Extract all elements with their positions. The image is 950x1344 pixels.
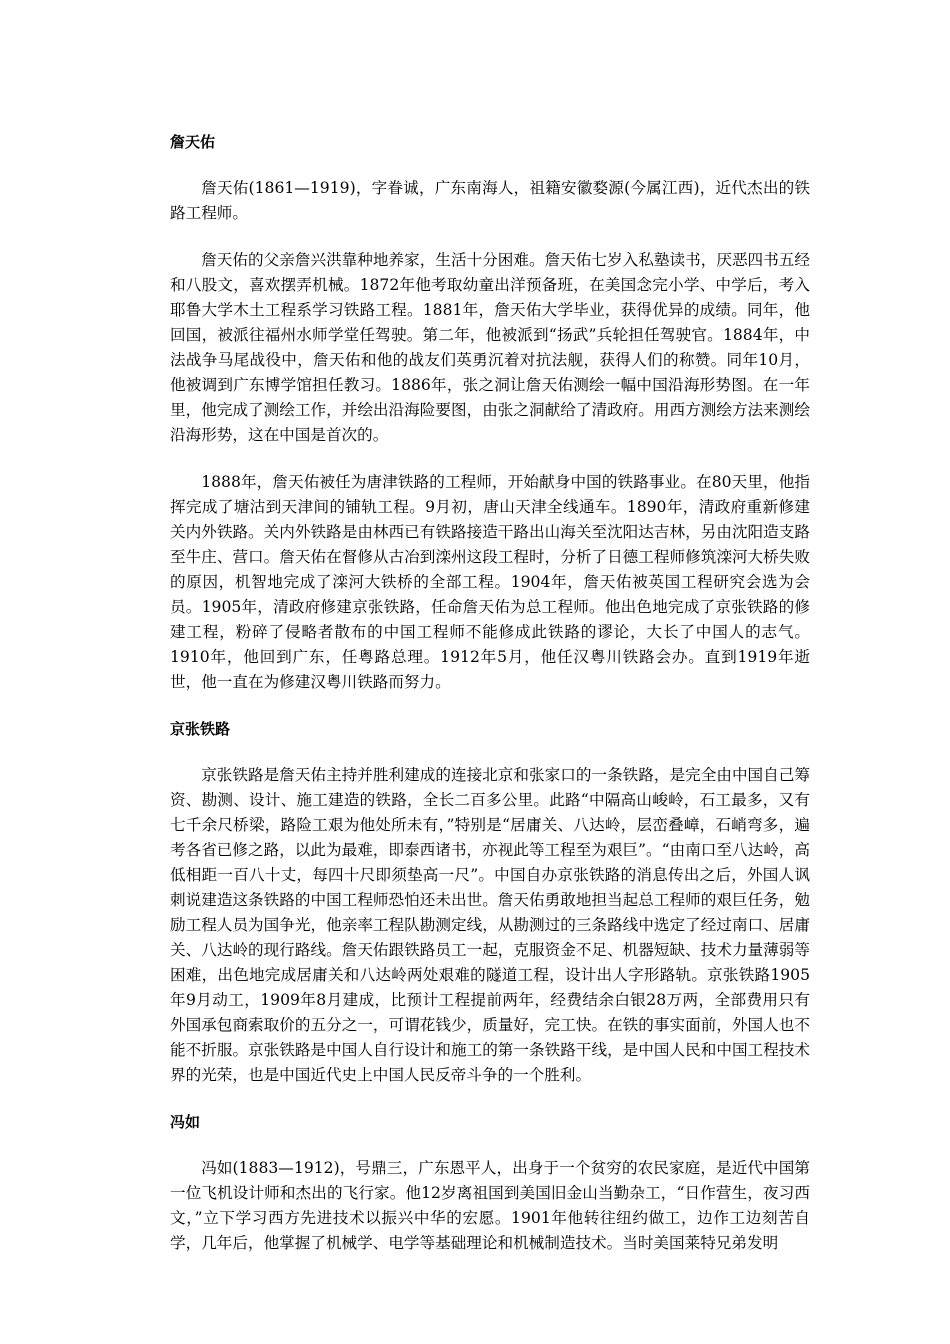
section-heading-zhan-tianyou: 詹天佑	[170, 133, 216, 151]
section-heading-feng-ru: 冯如	[170, 1113, 201, 1131]
paragraph-zhan-intro: 詹天佑(1861—1919)，字眷诚，广东南海人，祖籍安徽婺源(今属江西)，近代杰出的铁路工程师。	[170, 179, 810, 222]
paragraph-zhan-railway-career: 1888年，詹天佑被任为唐津铁路的工程师，开始献身中国的铁路事业。在80天里，他指挥完成了塘沽到天津间的铺轨工程。9月初，唐山天津全线通车。1890年，清政府重新修建关内外铁路。关内外铁路是由林西已有铁路接造干路出山海关至沈阳达吉林，另由沈阳造支路至牛庄、营口。詹天佑在督修从古冶到滦州这段工程时，分析了日德工程师修筑滦河大桥失败的原因，机智地完成了滦河大铁桥的全部工程。1904年，詹天佑被英国工程研究会选为会员。1905年，清政府修建京张铁路，任命詹天佑为总工程师。他出色地完成了京张铁路的修建工程，粉碎了侵略者散布的中国工程师不能修成此铁路的谬论，大长了中国人的志气。1910年，他回到广东，任粤路总理。1912年5月，他任汉粤川铁路会办。直到1919年逝世，他一直在为修建汉粤川铁路而努力。	[170, 473, 810, 691]
paragraph-feng-ru: 冯如(1883—1912)，号鼎三，广东恩平人，出身于一个贫穷的农民家庭，是近代中国第一位飞机设计师和杰出的飞行家。他12岁离祖国到美国旧金山当勤杂工，“日作营生，夜习西文，”立下学习西方先进技术以振兴中华的宏愿。1901年他转往纽约做工，边作工边刻苦自学，几年后，他掌握了机械学、电学等基础理论和机械制造技术。当时美国莱特兄弟发明	[170, 1159, 810, 1252]
paragraph-jingzhang-railway: 京张铁路是詹天佑主持并胜利建成的连接北京和张家口的一条铁路，是完全由中国自己筹资、勘测、设计、施工建造的铁路，全长二百多公里。此路“中隔高山峻岭，石工最多，又有七千余尺桥梁，路险工艰为他处所未有，”特别是“居庸关、八达岭，层峦叠嶂，石峭弯多，遍考各省已修之路，以此为最难，即泰西诸书，亦视此等工程至为艰巨”。“由南口至八达岭，高低相距一百八十丈，每四十尺即须垫高一尺”。中国自办京张铁路的消息传出之后，外国人讽刺说建造这条铁路的中国工程师恐怕还未出世。詹天佑勇敢地担当起总工程师的艰巨任务，勉励工程人员为国争光，他亲率工程队勘测定线，从勘测过的三条路线中选定了经过南口、居庸关、八达岭的现行路线。詹天佑跟铁路员工一起，克服资金不足、机器短缺、技术力量薄弱等困难，出色地完成居庸关和八达岭两处艰难的隧道工程，设计出人字形路轨。京张铁路1905年9月动工，1909年8月建成，比预计工程提前两年，经费结余白银28万两，全部费用只有外国承包商索取价的五分之一，可谓花钱少，质量好，完工快。在铁的事实面前，外国人也不能不折服。京张铁路是中国人自行设计和施工的第一条铁路干线，是中国人民和中国工程技术界的光荣，也是中国近代史上中国人民反帝斗争的一个胜利。	[170, 766, 810, 1084]
section-heading-jingzhang-railway: 京张铁路	[170, 720, 231, 738]
paragraph-zhan-early-life: 詹天佑的父亲詹兴洪靠种地养家，生活十分困难。詹天佑七岁入私塾读书，厌恶四书五经和八股文，喜欢摆弄机械。1872年他考取幼童出洋预备班，在美国念完小学、中学后，考入耶鲁大学木土工程系学习铁路工程。1881年，詹天佑大学毕业，获得优异的成绩。同年，他回国，被派往福州水师学堂任驾驶。第二年，他被派到“扬武”兵轮担任驾驶官。1884年，中法战争马尾战役中，詹天佑和他的战友们英勇沉着对抗法舰，获得人们的称赞。同年10月，他被调到广东博学馆担任教习。1886年，张之洞让詹天佑测绘一幅中国沿海形势图。在一年里，他完成了测绘工作，并绘出沿海险要图，由张之洞献给了清政府。用西方测绘方法来测绘沿海形势，这在中国是首次的。	[170, 251, 810, 444]
document-page	[170, 120, 810, 1256]
